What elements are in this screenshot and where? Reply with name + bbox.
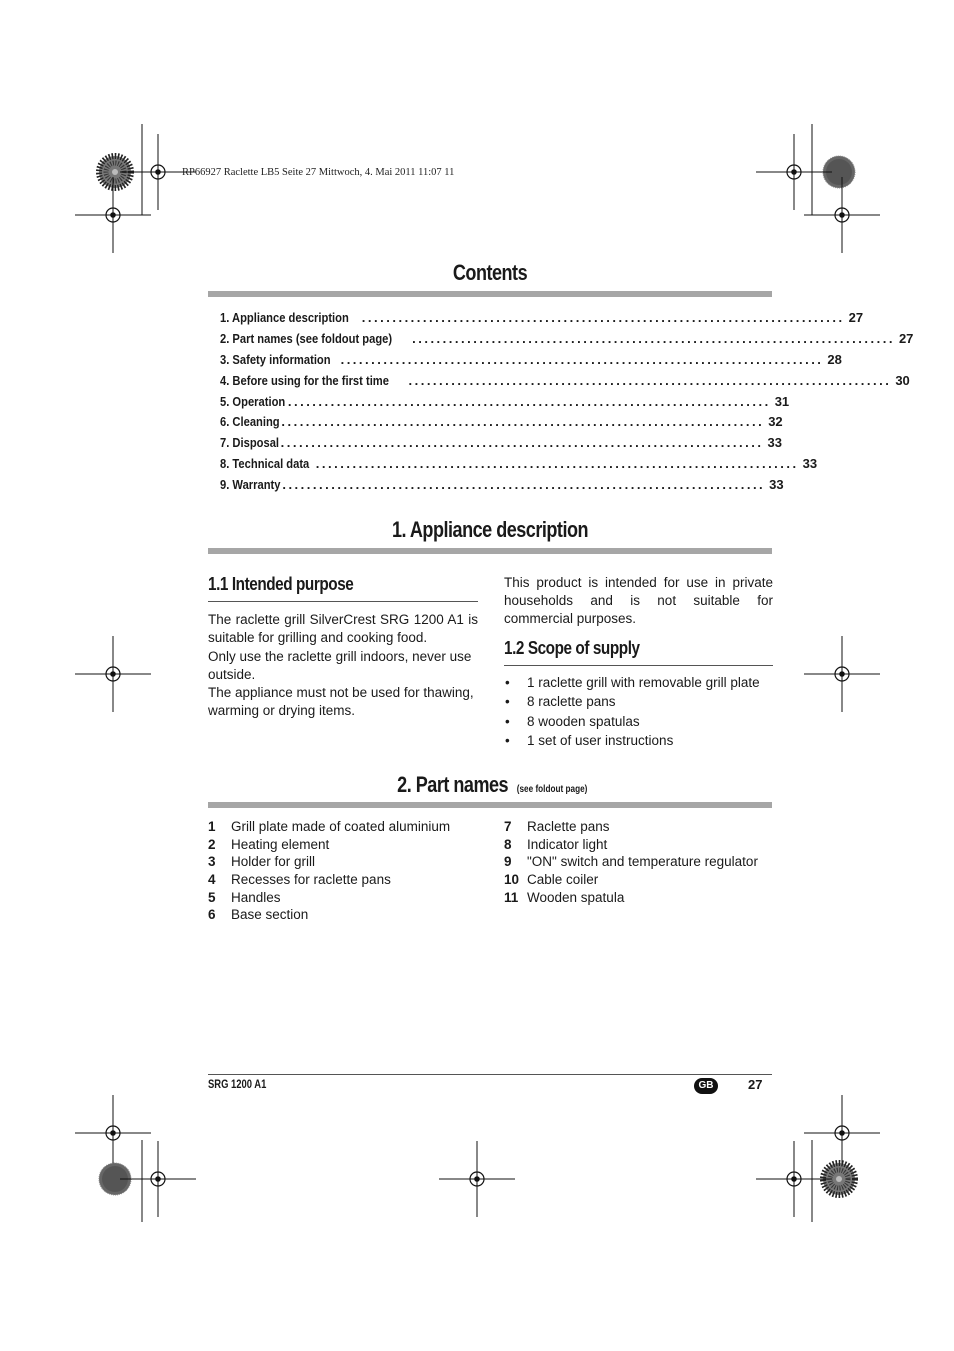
list-item: 9 "ON" switch and temperature regulator [504, 854, 758, 870]
intended-p2: Only use the raclette grill indoors, never use outside. [208, 648, 472, 682]
section1-title: 1. Appliance description [391, 517, 589, 542]
crop-cross-icon [75, 177, 151, 253]
list-item: 4 Recesses for raclette pans [208, 872, 391, 888]
intended-p3: The appliance must not be used for thawing, warming or drying items. [208, 685, 474, 719]
language-badge: GB [694, 1078, 718, 1094]
list-item: 1 Grill plate made of coated aluminium [208, 819, 451, 834]
contents-bar [208, 291, 772, 297]
footer-model: SRG 1200 A1 [208, 1079, 267, 1091]
scope-heading: 1.2 Scope of supply [504, 638, 640, 658]
list-item: 2 Heating element [208, 836, 330, 852]
print-slug: RP66927 Raclette LB5 Seite 27 Mittwoch, 4. Mai 2011 11:07 11 [182, 167, 455, 178]
list-item: 8 Indicator light [504, 836, 608, 852]
section2-bar [208, 802, 772, 808]
list-item: 3 Holder for grill [208, 854, 316, 870]
private-use-text: This product is intended for use in private households and is not suitable for commercial purposes. [504, 575, 773, 626]
footer-rule [208, 1074, 772, 1075]
toc-entry[interactable]: 6. Cleaning ............................................................................... 32 [220, 414, 783, 430]
list-item: 10 Cable coiler [504, 872, 599, 888]
heading-rule [208, 601, 478, 602]
parts-list-right [504, 819, 758, 907]
section2-title: 2. Part names [397, 772, 509, 797]
intended-p1: The raclette grill SilverCrest SRG 1200 A1 is suitable for grilling and cooking food. [208, 612, 478, 646]
crop-cross-icon [804, 636, 880, 712]
list-item: 6 Base section [208, 907, 309, 923]
section2-title-wrap [208, 772, 772, 798]
toc-entry[interactable]: 5. Operation ............................................................................... 31 [220, 393, 790, 409]
list-item: • 8 raclette pans [505, 694, 616, 710]
crop-cross-icon [756, 134, 832, 210]
toc-entry[interactable]: 1. Appliance description ............................................................................... 27 [220, 310, 864, 325]
crop-cross-icon [804, 177, 880, 253]
list-item: • 8 wooden spatulas [505, 713, 640, 729]
crop-cross-icon [75, 1095, 151, 1171]
crop-cross-icon [756, 1141, 832, 1217]
crop-cross-icon [120, 1141, 196, 1217]
table-of-contents [220, 310, 914, 498]
toc-entry[interactable]: 3. Safety information ............................................................................... 28 [220, 351, 842, 367]
intended-purpose-heading: 1.1 Intended purpose [208, 574, 354, 594]
crop-cross-icon [75, 636, 151, 712]
crop-cross-icon [804, 1095, 880, 1171]
toc-entry[interactable]: 8. Technical data ............................................................................... 33 [220, 456, 818, 472]
list-item: • 1 set of user instructions [505, 733, 674, 749]
list-item: 7 Raclette pans [504, 819, 610, 834]
contents-title: Contents [452, 260, 528, 285]
section1-bar [208, 548, 772, 554]
toc-entry[interactable]: 9. Warranty ............................................................................... 33 [220, 477, 784, 493]
toc-entry[interactable]: 7. Disposal ............................................................................... 33 [220, 435, 782, 451]
section2-subtitle: (see foldout page) [516, 784, 588, 795]
intended-purpose-text [208, 611, 478, 721]
scope-list [505, 675, 760, 753]
parts-list-left [208, 819, 450, 925]
list-item: • 1 raclette grill with removable grill plate [505, 675, 760, 690]
heading-rule [504, 665, 773, 666]
crop-cross-icon [439, 1141, 515, 1217]
page-number: 27 [748, 1077, 763, 1092]
list-item: 5 Handles [208, 889, 281, 905]
toc-entry[interactable]: 2. Part names (see foldout page) ............................................................................... 27 [220, 330, 914, 346]
list-item: 11 Wooden spatula [504, 889, 625, 905]
toc-entry[interactable]: 4. Before using for the first time ............................................................................... 30 [220, 372, 910, 388]
